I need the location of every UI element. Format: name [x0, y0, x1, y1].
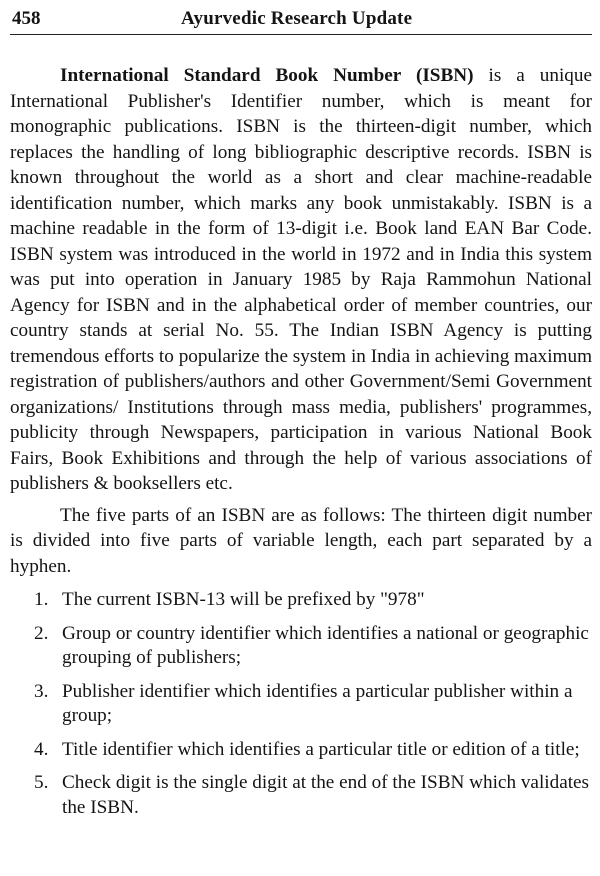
- list-item: [10, 771, 592, 820]
- journal-title: Ayurvedic Research Update: [181, 8, 413, 29]
- list-item: [10, 622, 592, 671]
- list-number: 3.: [34, 680, 49, 702]
- list-text: Check digit is the single digit at the end of the ISBN which validates the ISBN.: [62, 772, 590, 818]
- document-page: [10, 0, 592, 829]
- list-number: 2.: [34, 622, 49, 644]
- running-header: [10, 0, 592, 35]
- list-text: Title identifier which identifies a particular title or edition of a title;: [62, 738, 580, 760]
- list-number: 5.: [34, 772, 49, 793]
- list-text: The current ISBN-13 will be prefixed by "978": [62, 589, 425, 610]
- paragraph-text: is a unique International Publisher's Identifier number, which is meant for monographic publications. ISBN is the thirteen-digit number, which replaces the handling of long bibliographic descriptive records. ISBN is known throughout the world as a short and clear machine-readable identification number, which marks any book unmistakably. ISBN is a machine readable in the form of 13-digit i.e. Book land EAN Bar Code. ISBN system was introduced in the world in 1972 and in India this system was put into operation in January 1985 by Raja Rammohun National Agency for ISBN and in the alphabetical order of member countries, our country stands at serial No. 55. The Indian ISBN Agency is putting tremendous efforts to popularize the system in India in achieving maximum registration of publishers/authors and other Government/Semi Government organizations/ Institutions through mass media, publishers' programmes, publicity through Newspapers, participation in various National Book Fairs, Book Exhibitions and through the help of various associations of publishers & booksellers etc.: [10, 65, 592, 494]
- list-item: [10, 738, 592, 763]
- list-text: Publisher identifier which identifies a particular publisher within a group;: [62, 680, 573, 726]
- lead-term: International Standard Book Number (ISBN): [60, 65, 474, 86]
- list-item: [10, 680, 592, 729]
- paragraph-isbn-parts: The five parts of an ISBN are as follows: The thirteen digit number is divided into five parts of variable length, each part separated by a hyphen.: [10, 504, 592, 577]
- isbn-parts-list: [10, 588, 592, 820]
- list-text: Group or country identifier which identifies a national or geographic grouping of publishers;: [62, 622, 589, 668]
- list-number: 4.: [34, 738, 49, 760]
- paragraph-isbn-definition: [10, 63, 592, 497]
- list-item: [10, 588, 592, 613]
- page-number: 458: [12, 8, 41, 29]
- list-number: 1.: [34, 589, 49, 610]
